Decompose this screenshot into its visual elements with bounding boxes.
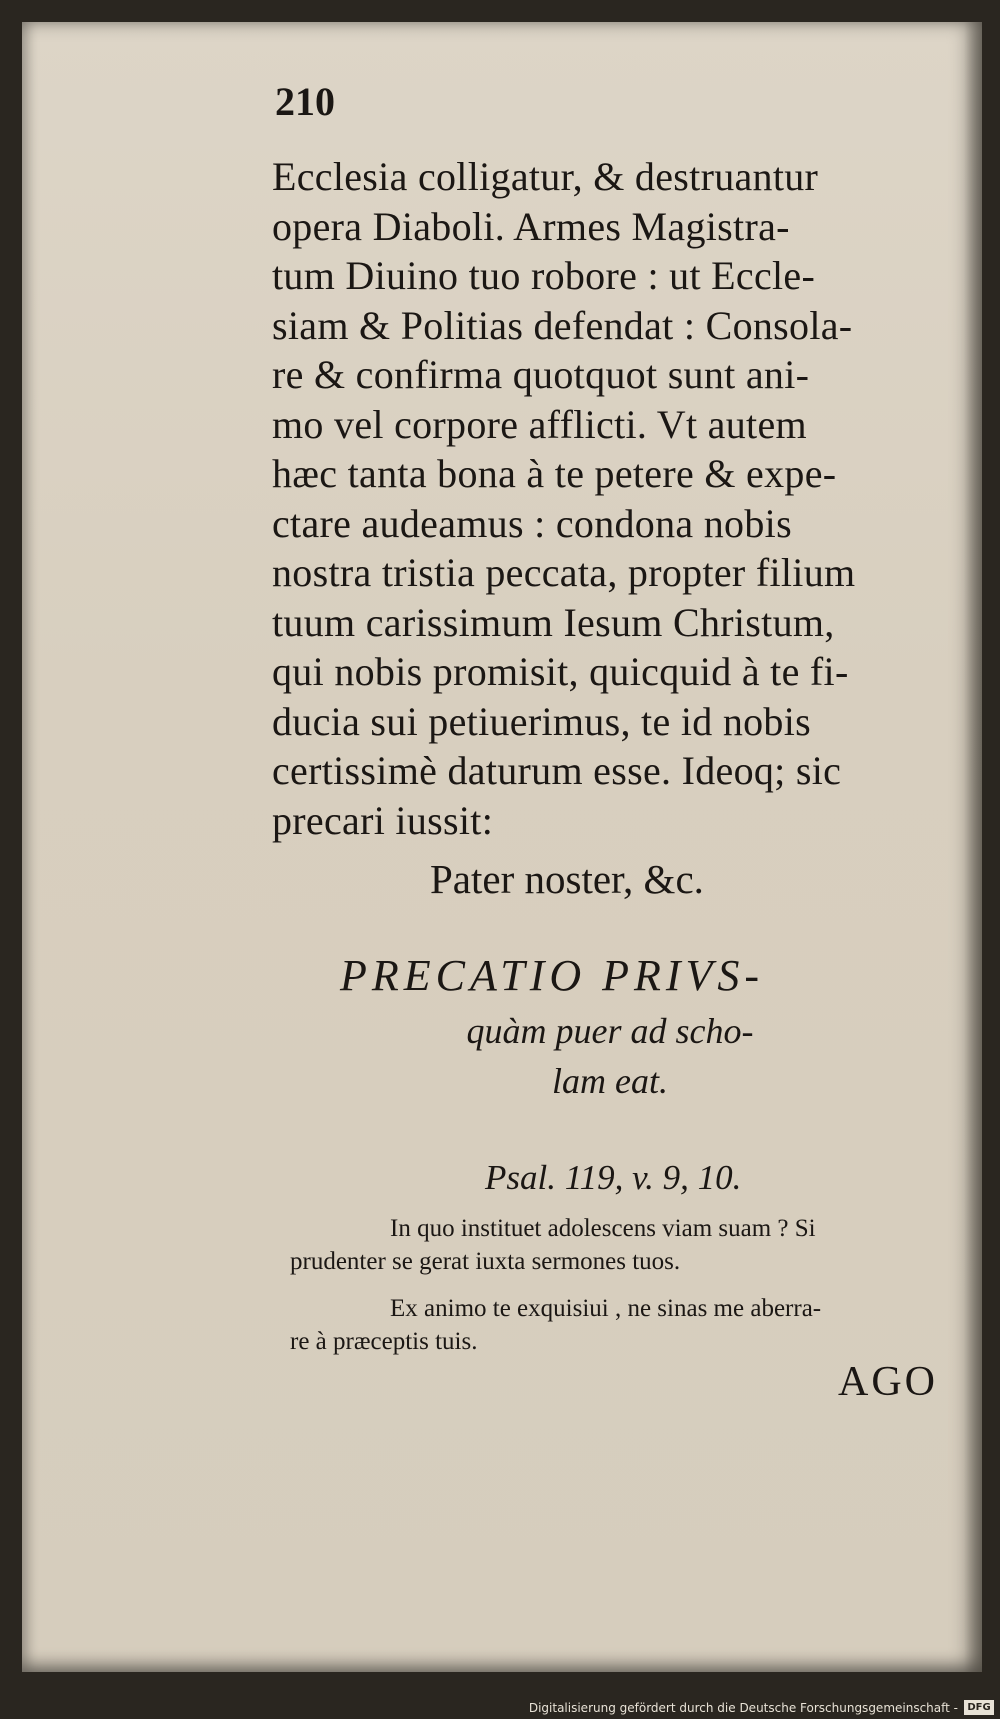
- verse-1-line-1: In quo instituet adolescens viam suam ? Si: [390, 1215, 816, 1242]
- psalm-reference: Psal. 119, v. 9, 10.: [485, 1158, 742, 1197]
- body-line: mo vel corpore afflicti. Vt autem: [272, 401, 807, 447]
- body-line: ducia sui petiuerimus, te id nobis: [272, 698, 812, 744]
- verse-1-line-2: prudenter se gerat iuxta sermones tuos.: [290, 1248, 681, 1275]
- dfg-logo-icon: DFG: [964, 1700, 994, 1715]
- prayer-subheading-line-2: lam eat.: [552, 1061, 668, 1101]
- prayer-heading: PRECATIO PRIVS-: [340, 951, 765, 1000]
- body-line: tum Diuino tuo robore : ut Eccle-: [272, 253, 816, 298]
- body-line: re & confirma quotquot sunt ani-: [272, 352, 810, 397]
- body-line: opera Diaboli. Armes Magistra-: [272, 203, 790, 249]
- verse-1: [290, 1212, 970, 1278]
- body-line: certissimè daturum esse. Ideoq; sic: [272, 748, 842, 793]
- page-number: 210: [275, 79, 335, 124]
- digitization-footer: [0, 1697, 1000, 1719]
- pater-noster-line: Pater noster, &c.: [430, 856, 704, 902]
- footer-credit: Digitalisierung gefördert durch die Deutsche Forschungsgemeinschaft -: [528, 1701, 958, 1715]
- body-line: siam & Politias defendat : Consola-: [272, 302, 853, 348]
- prayer-subheading-line-1: quàm puer ad scho-: [466, 1011, 754, 1051]
- body-line: nostra tristia peccata, propter filium: [272, 550, 856, 595]
- catchword: AGO: [838, 1359, 938, 1405]
- body-line: hæc tanta bona à te petere & expe-: [272, 451, 837, 496]
- body-line: Ecclesia colligatur, & destruantur: [272, 154, 819, 199]
- body-line: ctare audeamus : condona nobis: [272, 500, 792, 546]
- body-line: qui nobis promisit, quicquid à te fi-: [272, 649, 849, 694]
- verse-2-line-1: Ex animo te exquisiui , ne sinas me aberra-: [390, 1295, 822, 1322]
- verse-2: [290, 1292, 970, 1358]
- body-line: precari iussit:: [272, 797, 494, 843]
- body-line: tuum carissimum Iesum Christum,: [272, 599, 835, 645]
- body-text: [272, 152, 972, 845]
- verse-2-line-2: re à præceptis tuis.: [290, 1328, 478, 1355]
